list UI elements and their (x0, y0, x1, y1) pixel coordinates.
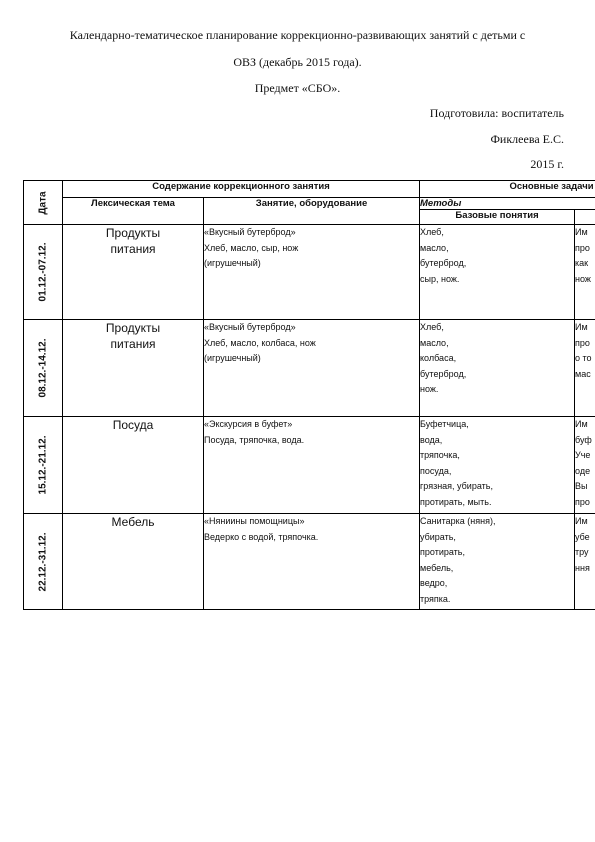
lexical-topic-header: Лексическая тема (63, 198, 204, 225)
concepts-cell (420, 320, 575, 417)
topic-line: питания (110, 242, 156, 256)
topic-line: питания (110, 337, 156, 351)
concepts-cell (420, 225, 575, 320)
tasks-group-header: Основные задачи (420, 181, 595, 198)
concept-line: Хлеб, (420, 227, 444, 237)
next-line: Им (575, 227, 588, 237)
concept-line: Хлеб, (420, 322, 444, 332)
topic-line: Мебель (111, 515, 155, 529)
concept-line: сыр, нож. (420, 273, 460, 284)
author-label: Подготовила: воспитатель (429, 106, 564, 120)
lesson-cell (204, 514, 420, 610)
next-cell (575, 417, 595, 514)
concept-line: грязная, убирать, (420, 481, 493, 491)
concept-line: протирать, мыть. (420, 496, 492, 507)
concept-line: Буфетчица, (420, 419, 469, 429)
date-cell (24, 225, 63, 320)
concept-line: убирать, (420, 531, 456, 542)
next-line: о то (575, 353, 592, 363)
next-line: буф (575, 434, 592, 445)
next-line: про (575, 242, 590, 253)
doc-subject: Предмет «СБО». (254, 81, 341, 95)
table-row (24, 320, 595, 417)
concept-line: масло, (420, 337, 449, 348)
topic-cell (63, 225, 204, 320)
concept-line: нож. (420, 384, 439, 394)
next-line: мас (575, 368, 591, 379)
next-line: ння (575, 562, 590, 573)
lesson-line: Ведерко с водой, тряпочка. (204, 531, 319, 542)
topic-line: Продукты (105, 226, 161, 240)
concept-line: посуда, (420, 465, 452, 476)
next-line: Им (575, 419, 588, 429)
topic-line: Продукты (105, 321, 161, 335)
lesson-title: «Экскурсия в буфет» (204, 419, 293, 429)
concept-line: вода, (420, 434, 443, 445)
lesson-cell (204, 320, 420, 417)
next-line: оде (575, 465, 591, 476)
next-line: как (575, 258, 589, 268)
lesson-cell (204, 417, 420, 514)
date-range: 15.12.-21.12. (37, 435, 49, 495)
next-cell (575, 320, 595, 417)
lesson-line: (игрушечный) (204, 353, 261, 363)
lesson-line: Посуда, тряпочка, вода. (204, 434, 305, 445)
table-row (24, 514, 595, 610)
lesson-title: «Вкусный бутерброд» (204, 322, 296, 332)
next-line: убе (575, 531, 590, 542)
lesson-title: «Вкусный бутерброд» (204, 227, 296, 237)
date-cell (24, 514, 63, 610)
next-cell (575, 225, 595, 320)
date-range: 22.12.-31.12. (37, 532, 49, 591)
next-line: Вы (575, 481, 588, 491)
concept-line: бутерброд, (420, 258, 467, 268)
lesson-title: «Няниины помощницы» (204, 516, 305, 526)
topic-cell (63, 417, 204, 514)
lesson-cell (204, 225, 420, 320)
date-cell (24, 417, 63, 514)
next-column-header (575, 210, 595, 225)
date-header: Дата (37, 190, 49, 215)
content-group-header: Содержание коррекционного занятия (63, 181, 420, 198)
table-row (24, 417, 595, 514)
table-row (24, 225, 595, 320)
next-line: про (575, 337, 590, 348)
doc-title-line1: Календарно-тематическое планирование коррекционно-развивающих занятий с детьми с (69, 28, 526, 42)
doc-year: 2015 г. (530, 157, 564, 171)
doc-title-line2: ОВЗ (декабрь 2015 года). (233, 55, 362, 69)
next-line: Им (575, 322, 588, 332)
topic-cell (63, 514, 204, 610)
concept-line: Санитарка (няня), (420, 516, 496, 526)
concept-line: тряпочка, (420, 450, 460, 460)
concept-line: бутерброд, (420, 368, 467, 379)
method-header: Методы (420, 198, 595, 210)
concept-line: тряпка. (420, 593, 451, 604)
date-cell (24, 320, 63, 417)
basic-concepts-header: Базовые понятия (420, 210, 575, 225)
concept-line: ведро, (420, 578, 448, 588)
author-name: Фиклеева Е.С. (490, 132, 564, 146)
concept-line: протирать, (420, 547, 465, 557)
lesson-line: Хлеб, масло, сыр, нож (204, 242, 299, 253)
lesson-line: (игрушечный) (204, 258, 261, 268)
planning-table (23, 180, 595, 610)
concepts-cell (420, 417, 575, 514)
concept-line: колбаса, (420, 353, 457, 363)
next-line: тру (575, 547, 589, 557)
concept-line: масло, (420, 242, 449, 253)
concepts-cell (420, 514, 575, 610)
date-range: 01.12.-07.12. (37, 242, 49, 302)
lesson-equipment-header: Занятие, оборудование (204, 198, 420, 225)
lesson-line: Хлеб, масло, колбаса, нож (204, 337, 316, 348)
next-cell (575, 514, 595, 610)
date-header-cell (24, 181, 63, 225)
next-line: нож (575, 273, 591, 284)
next-line: про (575, 496, 590, 507)
topic-cell (63, 320, 204, 417)
topic-line: Посуда (112, 418, 154, 432)
next-line: Уче (575, 450, 591, 460)
next-line: Им (575, 516, 588, 526)
concept-line: мебель, (420, 562, 454, 573)
date-range: 08.12.-14.12. (37, 338, 49, 398)
